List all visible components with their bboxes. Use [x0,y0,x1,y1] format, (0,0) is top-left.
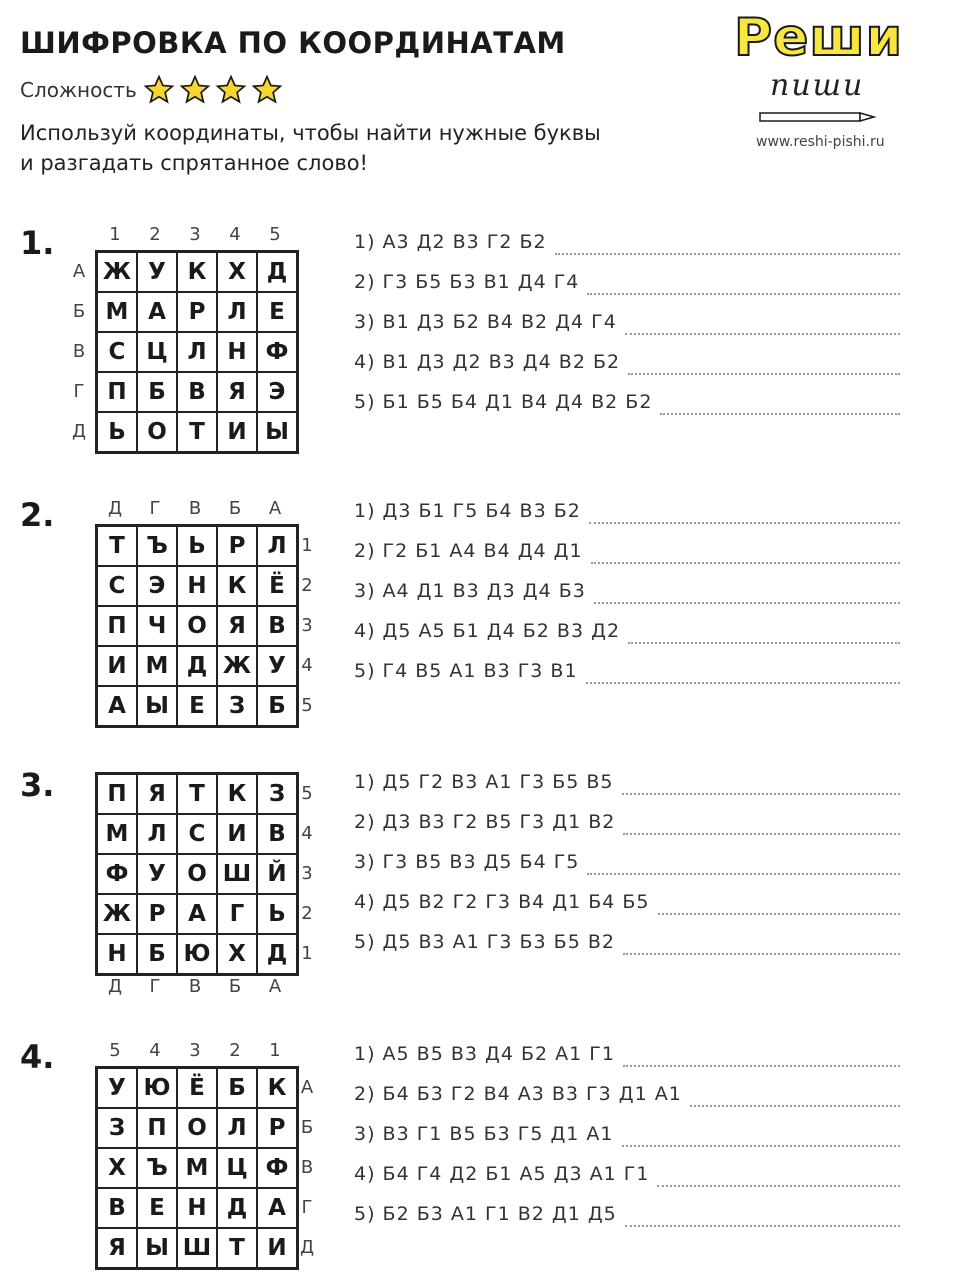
answer-field[interactable] [625,309,900,335]
column-label: 3 [189,1040,201,1061]
grid-cell: З [217,686,257,726]
code-line [354,1154,900,1194]
column-label: 1 [269,1040,281,1061]
grid-cell: А [97,686,137,726]
answer-field[interactable] [628,349,900,375]
answer-field[interactable] [660,389,900,415]
code-line [354,382,900,422]
column-label: Д [107,498,123,519]
grid-cell: Ж [217,646,257,686]
grid-cell: Ю [137,1068,177,1108]
star-icon [215,74,247,106]
letter-grid [95,772,299,976]
answer-field[interactable] [623,1041,900,1067]
column-labels [95,976,295,997]
code-text: 4) В1 Д3 Д2 В3 Д4 В2 Б2 [354,351,621,373]
grid-cell: П [97,774,137,814]
grid-cell: Ж [97,894,137,934]
code-text: 5) Б2 Б3 А1 Г1 В2 Д1 Д5 [354,1203,617,1225]
code-text: 5) Г4 В5 А1 В3 Г3 В1 [354,660,578,682]
code-text: 1) А3 Д2 В3 Г2 Б2 [354,231,547,253]
star-icon [143,74,175,106]
grid-cell: Х [217,934,257,974]
grid-cell: У [137,854,177,894]
task-1 [0,222,964,462]
grid-cell: Ы [137,1228,177,1268]
grid-cell: О [137,412,177,452]
grid-cell: В [97,1188,137,1228]
grid-cell: Ъ [137,1148,177,1188]
page-title: ШИФРОВКА ПО КООРДИНАТАМ [20,26,566,60]
row-label: 2 [301,903,313,924]
column-label: 1 [109,224,121,245]
grid-cell: Т [177,774,217,814]
logo-word: Реши [734,8,904,68]
grid-cell: Ф [257,332,297,372]
grid-cell: Л [257,526,297,566]
code-line [354,762,900,802]
grid-cell: М [97,814,137,854]
grid-cell: Д [257,252,297,292]
grid-cell: Й [257,854,297,894]
grid-cell: О [177,854,217,894]
grid-cell: М [97,292,137,332]
grid-cell: И [97,646,137,686]
answer-field[interactable] [587,849,900,875]
row-label: Г [301,1197,313,1218]
column-label: А [268,498,282,519]
column-label: 2 [229,1040,241,1061]
task-2 [0,494,964,734]
code-line [354,1074,900,1114]
grid-cell: Т [177,412,217,452]
code-line [354,651,900,691]
grid-cell: С [177,814,217,854]
code-list [354,762,900,962]
column-label: Д [107,976,123,997]
code-line [354,1034,900,1074]
column-label: Б [228,498,242,519]
row-label: В [300,1157,314,1178]
column-label: А [268,976,282,997]
column-label: В [188,976,202,997]
grid-cell: Т [217,1228,257,1268]
column-labels [95,498,295,519]
grid-cell: М [177,1148,217,1188]
grid-cell: У [257,646,297,686]
grid-cell: Л [177,332,217,372]
grid-cell: Х [217,252,257,292]
code-text: 5) Б1 Б5 Б4 Д1 В4 Д4 В2 Б2 [354,391,653,413]
row-label: Б [300,1117,314,1138]
grid-cell: Ф [97,854,137,894]
grid-cell: У [137,252,177,292]
letter-grid [95,1066,299,1270]
code-line [354,222,900,262]
row-label: Д [299,1237,315,1258]
grid-cell: Ё [257,566,297,606]
code-line [354,1194,900,1234]
column-label: 5 [269,224,281,245]
grid-cell: В [177,372,217,412]
grid-cell: В [257,606,297,646]
answer-field[interactable] [623,809,900,835]
code-text: 1) А5 В5 В3 Д4 Б2 А1 Г1 [354,1043,615,1065]
code-text: 4) Д5 В2 Г2 Г3 В4 Д1 Б4 Б5 [354,891,650,913]
column-label: Г [149,498,161,519]
column-label: 3 [189,224,201,245]
grid-cell: А [137,292,177,332]
task-number: 1. [20,224,55,262]
code-line [354,1114,900,1154]
grid-cell: П [97,606,137,646]
code-line [354,571,900,611]
logo-subword: пиши [770,68,865,103]
grid-cell: Б [137,934,177,974]
task-number: 3. [20,766,55,804]
row-labels [70,252,88,452]
answer-field[interactable] [625,1201,900,1227]
column-labels [95,224,295,245]
row-labels [298,774,316,974]
row-label: 1 [301,535,313,556]
column-label: 4 [149,1040,161,1061]
grid-cell: Ы [137,686,177,726]
grid-cell: К [217,774,257,814]
answer-field[interactable] [623,929,900,955]
answer-field[interactable] [622,769,900,795]
code-text: 3) В3 Г1 В5 Б3 Г5 Д1 А1 [354,1123,614,1145]
column-labels [95,1040,295,1061]
grid-cell: Б [137,372,177,412]
code-text: 2) Г2 Б1 А4 В4 Д4 Д1 [354,540,583,562]
grid-cell: Н [177,566,217,606]
task-4 [0,1036,964,1276]
grid-cell: Б [217,1068,257,1108]
grid-cell: Ш [177,1228,217,1268]
grid-cell: Е [177,686,217,726]
code-text: 2) Д3 В3 Г2 В5 Г3 Д1 В2 [354,811,616,833]
letter-grid [95,250,299,454]
code-line [354,882,900,922]
answer-field[interactable] [586,658,900,684]
code-list [354,491,900,691]
grid-cell: З [97,1108,137,1148]
code-text: 2) Г3 Б5 Б3 В1 Д4 Г4 [354,271,580,293]
code-line [354,491,900,531]
answer-field[interactable] [594,578,900,604]
difficulty-rating [20,74,287,106]
grid-cell: Я [217,606,257,646]
code-text: 2) Б4 Б3 Г2 В4 А3 В3 Г3 Д1 А1 [354,1083,682,1105]
grid-cell: И [217,814,257,854]
row-label: А [72,261,86,282]
column-label: 5 [109,1040,121,1061]
grid-cell: Ё [177,1068,217,1108]
answer-field[interactable] [690,1081,900,1107]
grid-cell: Я [217,372,257,412]
brand-logo [728,6,928,156]
grid-cell: Д [257,934,297,974]
answer-field[interactable] [658,889,900,915]
grid-cell: Р [177,292,217,332]
row-label: 3 [301,863,313,884]
answer-field[interactable] [555,229,900,255]
column-label: В [188,498,202,519]
difficulty-label: Сложность [20,78,137,102]
star-icon [179,74,211,106]
code-text: 1) Д5 Г2 В3 А1 Г3 Б5 В5 [354,771,614,793]
grid-cell: Ц [217,1148,257,1188]
grid-cell: Л [217,1108,257,1148]
grid-cell: Ь [257,894,297,934]
row-label: Б [72,301,86,322]
grid-cell: Х [97,1148,137,1188]
grid-cell: Е [137,1188,177,1228]
grid-cell: Ж [97,252,137,292]
answer-field[interactable] [591,538,900,564]
grid-cell: Т [97,526,137,566]
grid-cell: Г [217,894,257,934]
code-line [354,802,900,842]
grid-cell: Б [257,686,297,726]
grid-cell: Ю [177,934,217,974]
pencil-icon [758,110,878,124]
code-line [354,531,900,571]
code-line [354,262,900,302]
grid-cell: Э [257,372,297,412]
code-text: 3) А4 Д1 В3 Д3 Д4 Б3 [354,580,586,602]
grid-cell: К [257,1068,297,1108]
row-label: 2 [301,575,313,596]
code-line [354,611,900,651]
instructions-line-1: Используй координаты, чтобы найти нужные буквы [20,121,601,145]
grid-cell: К [177,252,217,292]
grid-cell: М [137,646,177,686]
code-text: 5) Д5 В3 А1 Г3 Б3 Б5 В2 [354,931,615,953]
grid-cell: П [137,1108,177,1148]
task-number: 2. [20,496,55,534]
answer-field[interactable] [628,618,900,644]
grid-cell: Ш [217,854,257,894]
grid-cell: Ь [97,412,137,452]
grid-cell: Ч [137,606,177,646]
code-list [354,1034,900,1234]
grid-cell: В [257,814,297,854]
grid-cell: Э [137,566,177,606]
column-label: Г [149,976,161,997]
code-list [354,222,900,422]
answer-field[interactable] [657,1161,900,1187]
logo-url: www.reshi-pishi.ru [756,134,885,150]
row-labels [298,1068,316,1268]
answer-field[interactable] [622,1121,900,1147]
row-label: А [300,1077,314,1098]
row-label: 5 [301,695,313,716]
grid-cell: З [257,774,297,814]
row-label: В [72,341,86,362]
answer-field[interactable] [587,269,900,295]
star-icon [251,74,283,106]
grid-cell: Я [137,774,177,814]
grid-cell: Ц [137,332,177,372]
code-text: 4) Б4 Г4 Д2 Б1 А5 Д3 А1 Г1 [354,1163,650,1185]
code-text: 3) Г3 В5 В3 Д5 Б4 Г5 [354,851,580,873]
grid-cell: Д [177,646,217,686]
grid-cell: Р [217,526,257,566]
grid-cell: Ф [257,1148,297,1188]
grid-cell: П [97,372,137,412]
column-label: 4 [229,224,241,245]
grid-cell: Р [257,1108,297,1148]
letter-grid [95,524,299,728]
row-label: 4 [301,655,313,676]
grid-cell: Ь [177,526,217,566]
grid-cell: Е [257,292,297,332]
grid-cell: О [177,606,217,646]
code-text: 4) Д5 А5 Б1 Д4 Б2 В3 Д2 [354,620,621,642]
grid-cell: Д [217,1188,257,1228]
grid-cell: Ы [257,412,297,452]
grid-cell: Я [97,1228,137,1268]
grid-cell: Ъ [137,526,177,566]
grid-cell: К [217,566,257,606]
task-3 [0,764,964,1004]
row-label: Г [73,381,85,402]
grid-cell: Н [217,332,257,372]
row-label: Д [71,421,87,442]
code-line [354,342,900,382]
row-label: 3 [301,615,313,636]
code-text: 3) В1 Д3 Б2 В4 В2 Д4 Г4 [354,311,617,333]
task-number: 4. [20,1038,55,1076]
grid-cell: С [97,566,137,606]
grid-cell: С [97,332,137,372]
column-label: 2 [149,224,161,245]
row-label: 5 [301,783,313,804]
code-text: 1) Д3 Б1 Г5 Б4 В3 Б2 [354,500,581,522]
column-label: Б [228,976,242,997]
grid-cell: Л [217,292,257,332]
code-line [354,922,900,962]
grid-cell: Н [97,934,137,974]
grid-cell: О [177,1108,217,1148]
code-line [354,302,900,342]
grid-cell: Н [177,1188,217,1228]
grid-cell: И [257,1228,297,1268]
row-label: 1 [301,943,313,964]
row-labels [298,526,316,726]
grid-cell: Р [137,894,177,934]
grid-cell: А [257,1188,297,1228]
grid-cell: И [217,412,257,452]
answer-field[interactable] [589,498,900,524]
row-label: 4 [301,823,313,844]
instructions-line-2: и разгадать спрятанное слово! [20,151,368,175]
grid-cell: А [177,894,217,934]
grid-cell: Л [137,814,177,854]
instructions [20,118,601,178]
code-line [354,842,900,882]
grid-cell: У [97,1068,137,1108]
